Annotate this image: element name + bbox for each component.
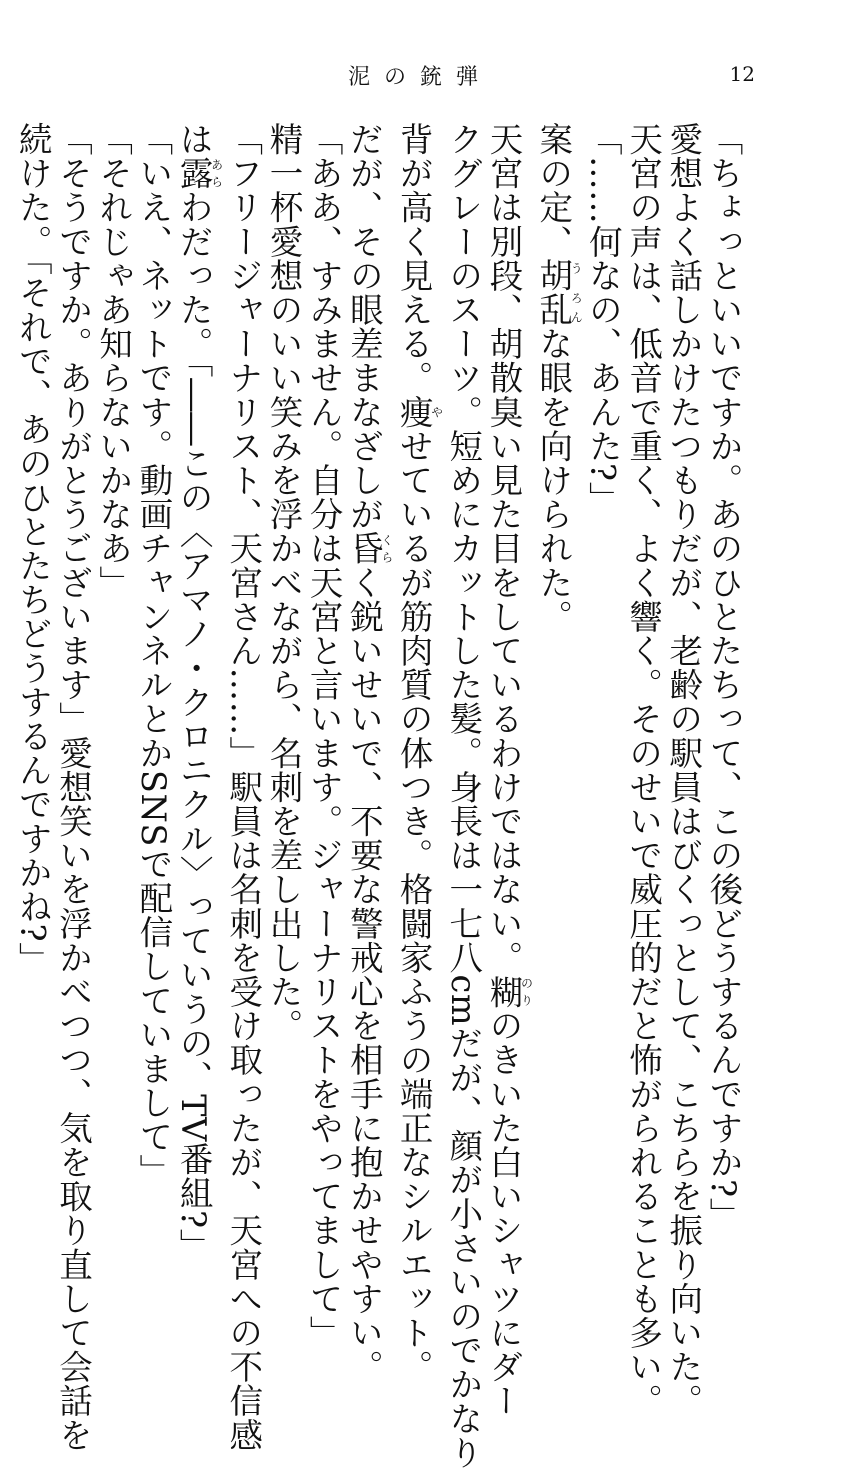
text-line: 愛想よく話しかけたつもりだが、老齢の駅員はびくっとして、こちらを振り向いた。 <box>663 122 703 1418</box>
text-line: 「そうですか。ありがとうございます」愛想笑いを浮かべつつ、気を取り直して会話を <box>53 122 93 1452</box>
furigana-reading: う ろん <box>569 258 584 327</box>
text-line: 「それじゃあ知らないかなあ」 <box>93 122 133 600</box>
text-line: 「……何なの、あんた?」 <box>583 122 623 516</box>
text-line: 天宮は別段、胡散臭い見た目をしているわけではない。糊のりのきいた白いシャツにダー <box>483 122 534 1418</box>
furigana-ruby: 昏くら <box>344 531 394 566</box>
furigana-ruby: 痩や <box>394 394 444 429</box>
text-line: 背が高く見える。痩やせているが筋肉質の体つき。格闘家ふうの端正なシルエット。 <box>394 122 444 1384</box>
text-line: 案の定、胡乱う ろんな眼を向けられた。 <box>533 122 584 634</box>
furigana-ruby: 胡乱う ろん <box>533 258 584 327</box>
text-line: だが、その眼差まなざしが昏くらく鋭いせいで、不要な警戒心を相手に抱かせやすい。 <box>344 122 394 1384</box>
text-line: 「いえ、ネットです。動画チャンネルとかSNSで配信していまして」 <box>133 122 173 1188</box>
furigana-reading: のり <box>519 974 534 1009</box>
vertical-body-text <box>13 122 743 1470</box>
text-line: 「ちょっといいですか。あのひとたちって、この後どうするんですか?」 <box>704 122 743 1232</box>
furigana-ruby: 露あら <box>174 156 224 191</box>
text-line: クグレーのスーツ。短めにカットした髪。身長は一七八cmだが、顔が小さいのでかなり <box>443 122 483 1470</box>
text-line: 「ああ、すみません。自分は天宮と言います。ジャーナリストをやってまして」 <box>304 122 344 1350</box>
text-line: 天宮の声は、低音で重く、よく響く。そのせいで威圧的だと怖がられることも多い。 <box>623 122 663 1418</box>
page-number: 12 <box>729 62 755 86</box>
furigana-reading: や <box>429 394 444 429</box>
text-line: 「フリージャーナリスト、天宮さん……」駅員は名刺を受け取ったが、天宮への不信感 <box>223 122 263 1452</box>
text-line: 精一杯愛想のいい笑みを浮かべながら、名刺を差し出した。 <box>263 122 303 1043</box>
furigana-ruby: 糊のり <box>483 974 534 1009</box>
furigana-reading: くら <box>379 531 394 566</box>
running-head-title: 泥の銃弾 <box>347 65 492 90</box>
text-line: 続けた。「それで、あのひとたちどうするんですかね?」 <box>13 122 53 977</box>
furigana-reading: あら <box>209 156 224 191</box>
text-line: は露あらわだった。「――この〈アマノ・クロニクル〉っていうの、TV番組?」 <box>174 122 224 1263</box>
